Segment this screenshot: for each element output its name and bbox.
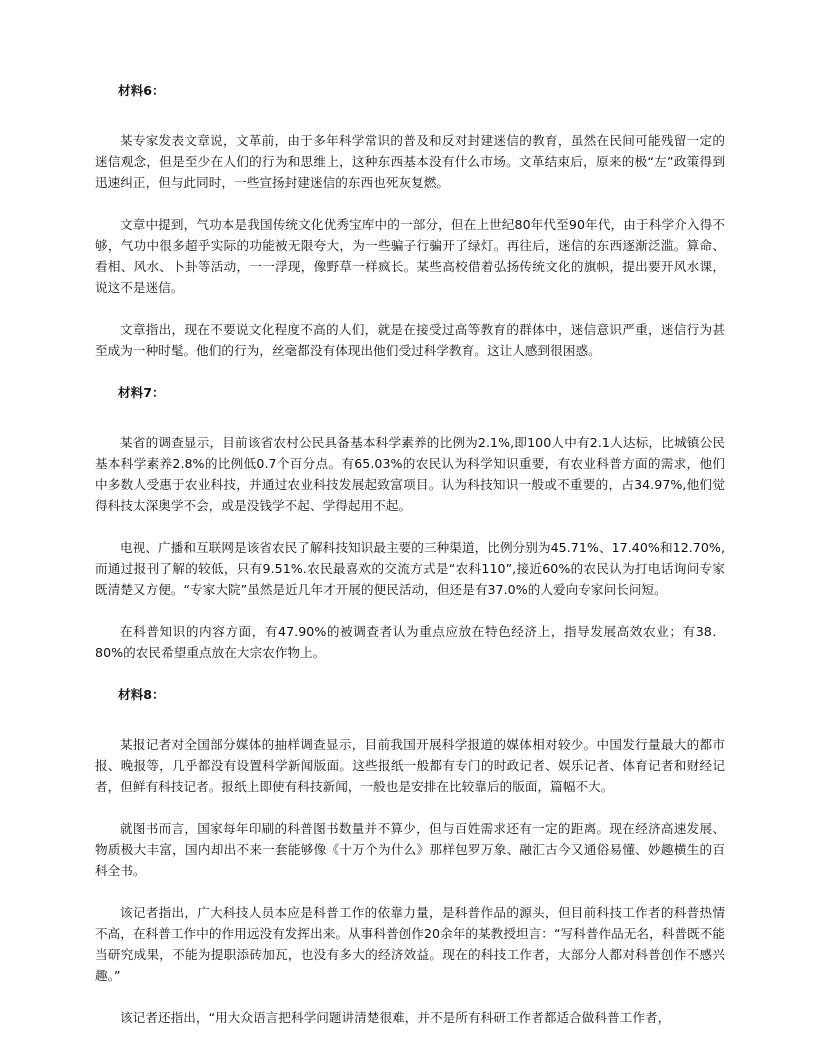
paragraph: 某专家发表文章说，文革前，由于多年科学常识的普及和反对封建迷信的教育，虽然在民间可能残留一定的迷信观念，但是至少在人们的行为和思维上，这种东西基本没有什么市场。文革结束后，原来的极“左”政策得到迅速纠正，但与此同时，一些宣扬封建迷信的东西也死灰复燃。 <box>95 133 725 190</box>
section-heading-8: 材料8： <box>118 687 165 702</box>
paragraph: 文章中提到，气功本是我国传统文化优秀宝库中的一部分，但在上世纪80年代至90年代，由于科学介入得不够，气功中很多超乎实际的功能被无限夸大，为一些骗子行骗开了绿灯。再往后，迷信的东西逐渐泛滥。算命、看相、风水、卜卦等活动，一一浮现，像野草一样疯长。某些高校借着弘扬传统文化的旗帜，提出要开风水课，说这不是迷信。 <box>95 217 725 295</box>
paragraph: 某报记者对全国部分媒体的抽样调查显示，目前我国开展科学报道的媒体相对较少。中国发行量最大的都市报、晚报等，几乎都没有设置科学新闻版面。这些报纸一般都有专门的时政记者、娱乐记者、体育记者和财经记者，但鲜有科技记者。报纸上即使有科技新闻，一般也是安排在比较靠后的版面，篇幅不大。 <box>95 737 725 794</box>
section-heading-6: 材料6： <box>118 83 165 98</box>
paragraph: 电视、广播和互联网是该省农民了解科技知识最主要的三种渠道，比例分别为45.71%、17.40%和12.70%,而通过报刊了解的较低，只有9.51%.农民最喜欢的交流方式是“农科110”,接近60%的农民认为打电话询问专家既清楚又方便。“专家大院”虽然是近几年才开展的便民活动，但还是有37.0%的人爱向专家问长问短。 <box>95 540 725 597</box>
paragraph: 该记者指出，广大科技人员本应是科普工作的依靠力量，是科普作品的源头，但目前科技工作者的科普热情不高，在科普工作中的作用远没有发挥出来。从事科普创作20余年的某教授坦言：“写科普作品无名，科普既不能当研究成果，不能为提职添砖加瓦，也没有多大的经济效益。现在的科技工作者，大部分人都对科普创作不感兴趣。” <box>95 905 725 983</box>
paragraph: 某省的调查显示，目前该省农村公民具备基本科学素养的比例为2.1%,即100人中有2.1人达标，比城镇公民基本科学素养2.8%的比例低0.7个百分点。有65.03%的农民认为科学知识重要，有农业科普方面的需求，他们中多数人受惠于农业科技，并通过农业科技发展起致富项目。认为科技知识一般或不重要的，占34.97%,他们觉得科技太深奥学不会，或是没钱学不起、学得起用不起。 <box>95 435 725 513</box>
paragraph: 文章指出，现在不要说文化程度不高的人们，就是在接受过高等教育的群体中，迷信意识严重，迷信行为甚至成为一种时髦。他们的行为，丝毫都没有体现出他们受过科学教育。这让人感到很困惑。 <box>95 322 725 358</box>
paragraph: 该记者还指出，“用大众语言把科学问题讲清楚很难，并不是所有科研工作者都适合做科普工作者， <box>120 1010 671 1025</box>
section-heading-7: 材料7： <box>118 385 165 400</box>
paragraph: 在科普知识的内容方面，有47.90%的被调查者认为重点应放在特色经济上，指导发展高效农业；有38．80%的农民希望重点放在大宗农作物上。 <box>95 624 725 660</box>
document-body <box>95 80 725 1028</box>
paragraph: 就图书而言，国家每年印刷的科普图书数量并不算少，但与百姓需求还有一定的距离。现在经济高速发展、物质极大丰富，国内却出不来一套能够像《十万个为什么》那样包罗万象、融汇古今又通俗易懂、妙趣横生的百科全书。 <box>95 821 725 878</box>
